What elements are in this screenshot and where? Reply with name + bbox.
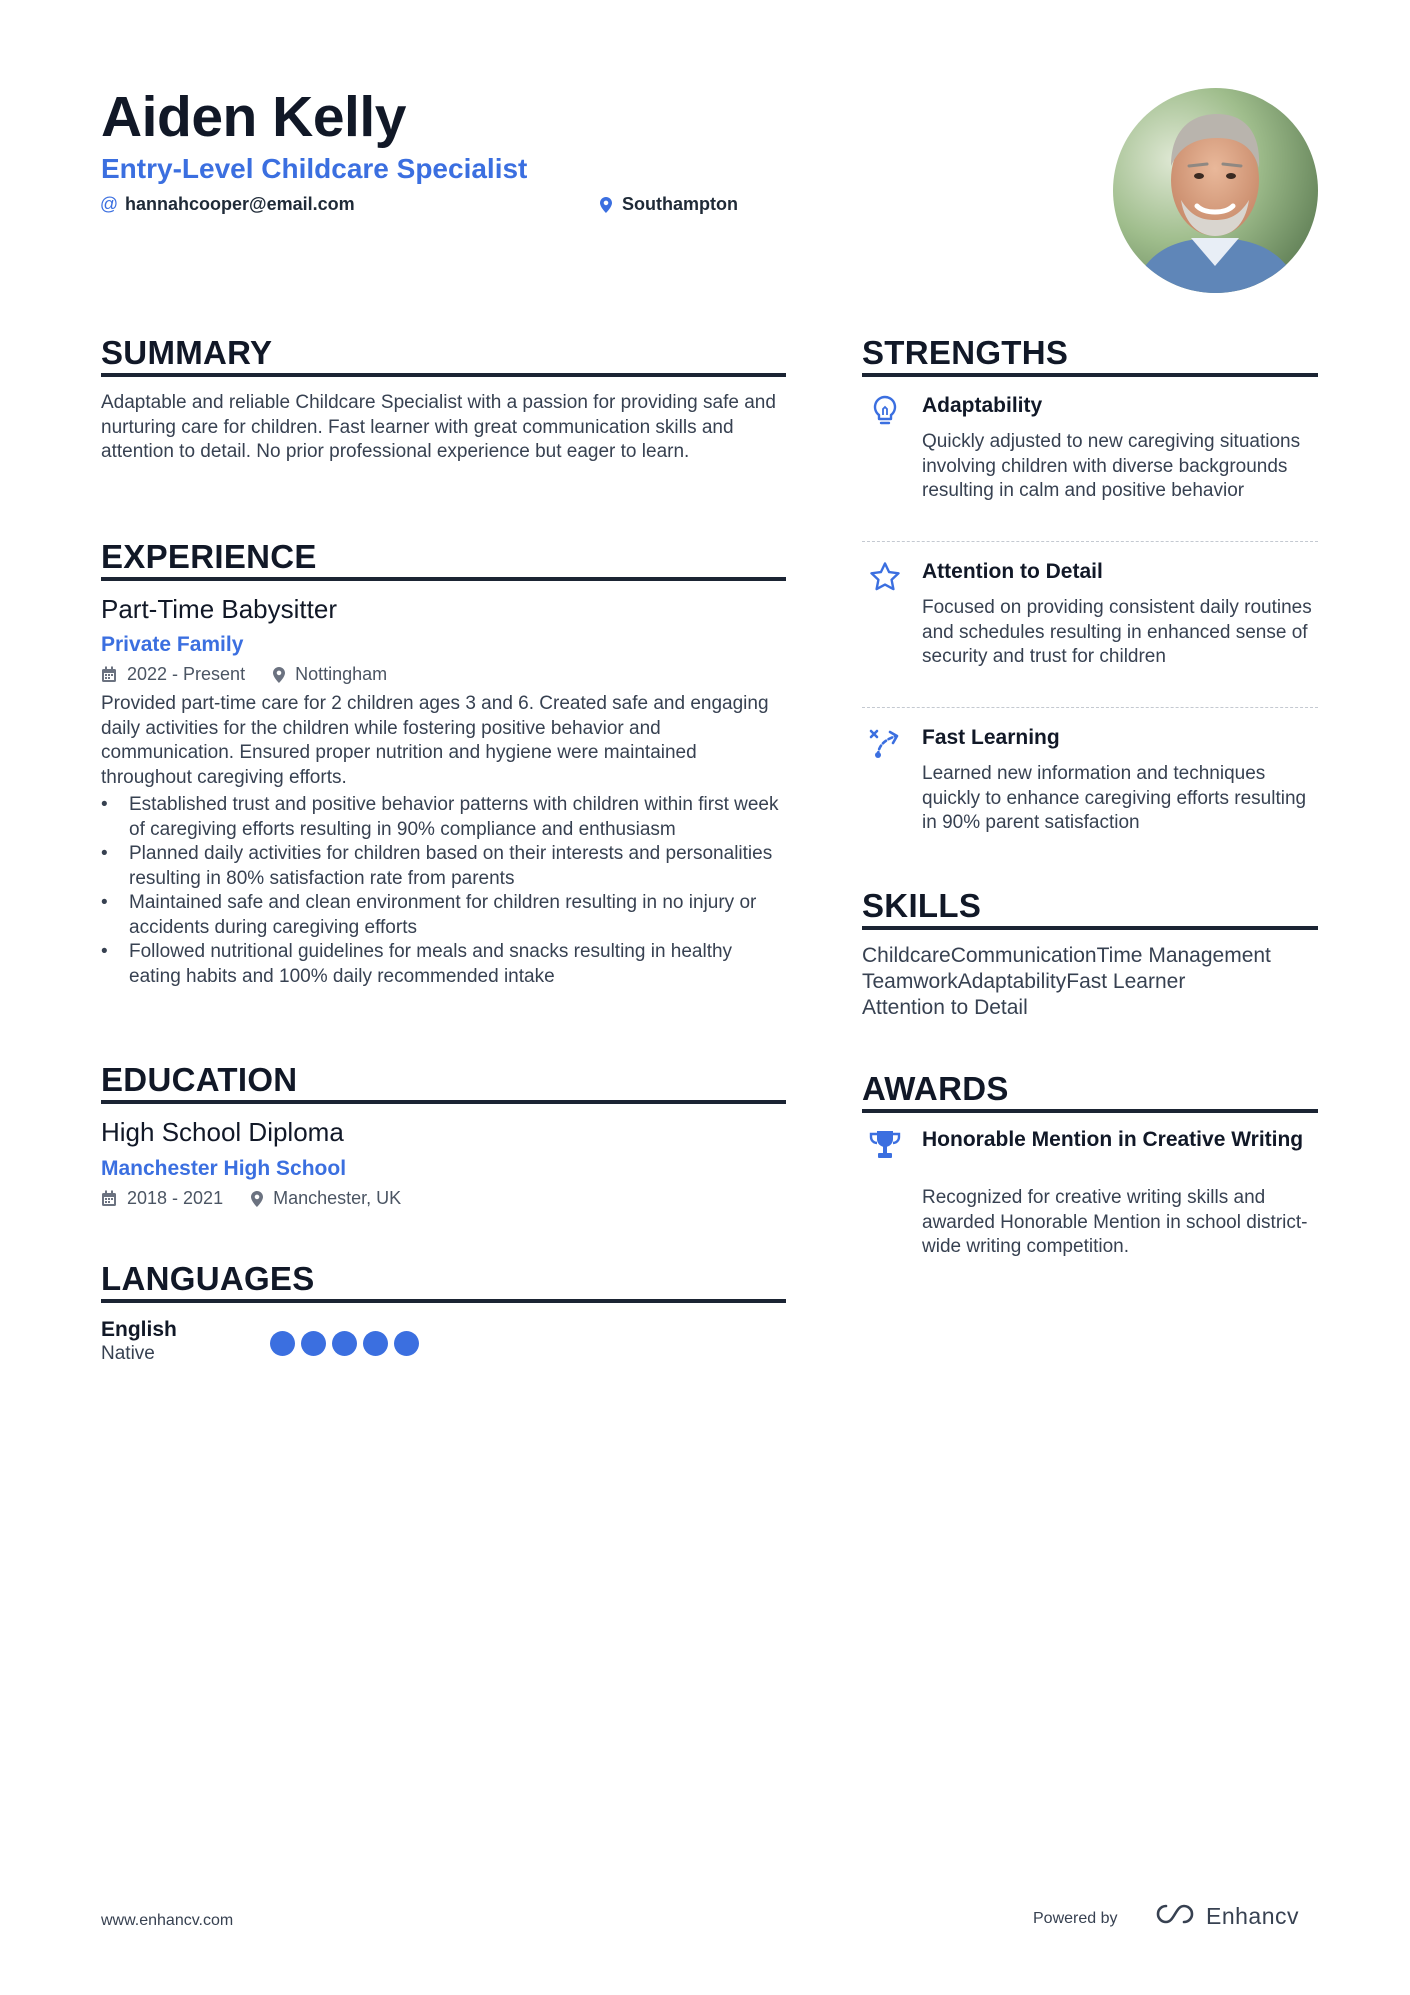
strength-divider xyxy=(862,541,1318,542)
experience-description: Provided part-time care for 2 children ages 3 and 6. Created safe and engaging daily activities for the children while fostering positive behavior and communication. Ensured proper nutrition and hygiene were maintained throughout caregiving efforts. xyxy=(101,693,769,788)
rating-dot xyxy=(332,1331,357,1356)
email-contact[interactable] xyxy=(101,194,355,215)
strength-desc: Learned new information and techniques quickly to enhance caregiving efforts resulting in 90% parent satisfaction xyxy=(922,763,1307,833)
education-school: Manchester High School xyxy=(101,1157,347,1180)
rating-dot xyxy=(270,1331,295,1356)
rating-dot xyxy=(363,1331,388,1356)
languages-heading: LANGUAGES xyxy=(101,1260,315,1297)
strength-desc: Focused on providing consistent daily routines and schedules resulting in enhanced sense of security and trust for children xyxy=(922,597,1312,667)
language-level: Native xyxy=(101,1343,155,1364)
enhancv-logo-icon xyxy=(1152,1902,1198,1931)
calendar-icon xyxy=(101,666,117,683)
location-contact xyxy=(598,194,738,215)
strategy-icon xyxy=(868,726,902,760)
skills-line: ChildcareCommunicationTime Management xyxy=(862,944,1271,967)
skills-divider xyxy=(862,926,1318,930)
education-meta xyxy=(101,1188,401,1209)
candidate-name: Aiden Kelly xyxy=(101,85,406,149)
brand-name: Enhancv xyxy=(1206,1903,1300,1929)
education-heading: EDUCATION xyxy=(101,1061,298,1098)
calendar-icon xyxy=(101,1190,117,1207)
map-pin-icon xyxy=(598,197,614,213)
experience-org: Private Family xyxy=(101,633,244,656)
skills-heading: SKILLS xyxy=(862,887,982,924)
strength-item xyxy=(862,394,1318,534)
experience-divider xyxy=(101,577,786,581)
education-dates: 2018 - 2021 xyxy=(127,1188,224,1208)
award-title: Honorable Mention in Creative Writing xyxy=(922,1128,1304,1151)
footer-url[interactable]: www.enhancv.com xyxy=(101,1912,234,1929)
experience-dates: 2022 - Present xyxy=(127,664,246,684)
skills-line: TeamworkAdaptabilityFast Learner xyxy=(862,970,1186,993)
strengths-heading: STRENGTHS xyxy=(862,334,1069,371)
strength-desc: Quickly adjusted to new caregiving situations involving children with diverse backgrounds resulting in calm and positive behavior xyxy=(922,431,1301,501)
strength-title: Fast Learning xyxy=(922,726,1060,749)
awards-divider xyxy=(862,1109,1318,1113)
star-icon xyxy=(868,560,902,594)
strength-item xyxy=(862,560,1318,700)
award-desc: Recognized for creative writing skills and awarded Honorable Mention in school district-wide writing competition. xyxy=(922,1187,1308,1257)
powered-by-label: Powered by xyxy=(1033,1910,1118,1927)
strength-title: Adaptability xyxy=(922,394,1043,417)
trophy-icon xyxy=(868,1128,902,1162)
candidate-title: Entry-Level Childcare Specialist xyxy=(101,153,528,184)
skills-list xyxy=(862,943,1318,1021)
strength-divider xyxy=(862,707,1318,708)
experience-location: Nottingham xyxy=(295,664,388,684)
experience-heading: EXPERIENCE xyxy=(101,538,317,575)
languages-divider xyxy=(101,1299,786,1303)
education-divider xyxy=(101,1100,786,1104)
location-text: Southampton xyxy=(622,194,738,214)
strength-title: Attention to Detail xyxy=(922,560,1103,583)
summary-text: Adaptable and reliable Childcare Specialist with a passion for providing safe and nurturing care for children. Fast learner with great communication skills and attention to detail. No prior professional experience but eager to learn. xyxy=(101,392,776,462)
summary-divider xyxy=(101,373,786,377)
education-degree: High School Diploma xyxy=(101,1117,344,1147)
rating-dot xyxy=(301,1331,326,1356)
email-text: hannahcooper@email.com xyxy=(125,194,355,214)
experience-role: Part-Time Babysitter xyxy=(101,594,337,624)
map-pin-icon xyxy=(251,1191,263,1207)
language-rating xyxy=(270,1331,419,1356)
lightbulb-icon xyxy=(868,394,902,428)
rating-dot xyxy=(394,1331,419,1356)
at-icon: @ xyxy=(99,194,119,214)
list-item: • Planned daily activities for children based on their interests and personalities resulting in 80% satisfaction rate from parents xyxy=(101,842,786,891)
strengths-divider xyxy=(862,373,1318,377)
awards-heading: AWARDS xyxy=(862,1070,1009,1107)
list-item: • Followed nutritional guidelines for meals and snacks resulting in healthy eating habits and 100% daily recommended intake xyxy=(101,940,786,989)
language-name: English xyxy=(101,1318,177,1341)
brand-logo[interactable] xyxy=(1152,1902,1299,1931)
list-item: • Established trust and positive behavior patterns with children within first week of caregiving efforts resulting in 90% compliance and enthusiasm xyxy=(101,793,786,842)
avatar xyxy=(1113,88,1318,293)
experience-bullets xyxy=(101,793,786,989)
map-pin-icon xyxy=(273,667,285,683)
experience-meta xyxy=(101,664,387,685)
list-item: • Maintained safe and clean environment for children resulting in no injury or accidents during caregiving efforts xyxy=(101,891,786,940)
skills-line: Attention to Detail xyxy=(862,996,1028,1019)
education-location: Manchester, UK xyxy=(273,1188,402,1208)
summary-heading: SUMMARY xyxy=(101,334,273,371)
strength-item xyxy=(862,726,1318,846)
